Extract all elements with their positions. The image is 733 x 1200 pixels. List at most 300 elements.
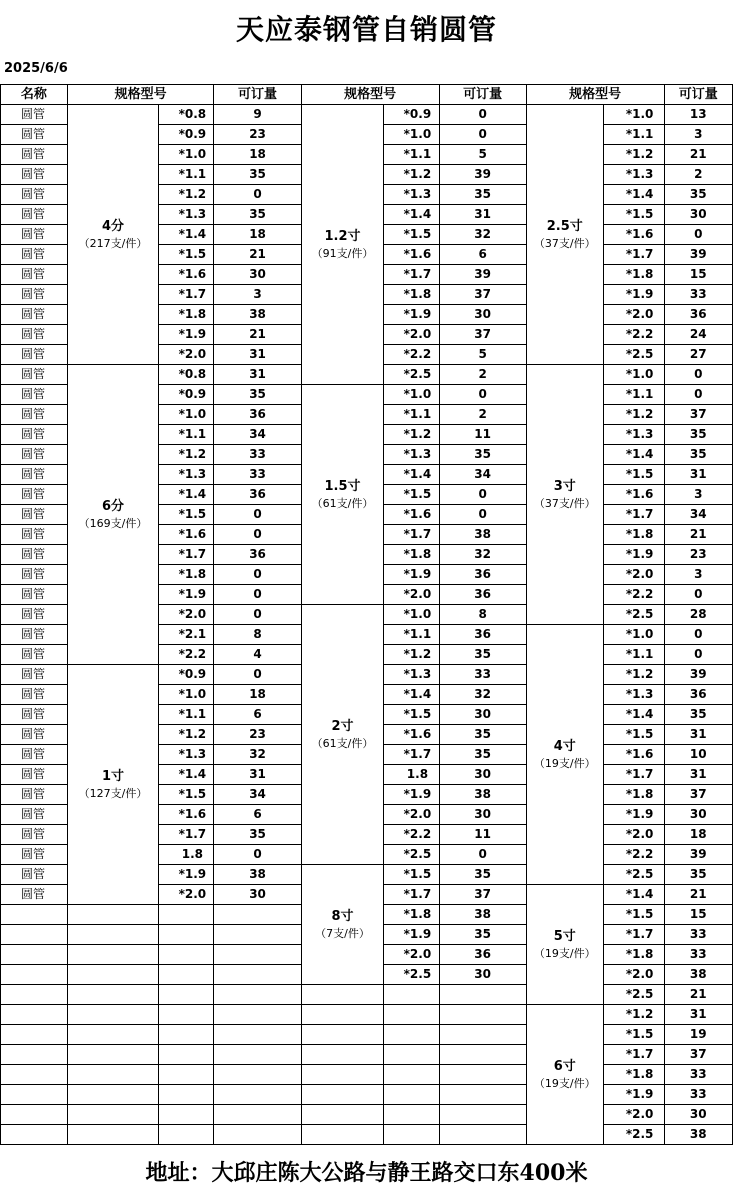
quantity-cell: 3 [664,485,732,505]
quantity-cell: 0 [214,185,301,205]
empty-cell [67,1085,159,1105]
thickness-cell: *1.8 [603,945,664,965]
thickness-cell: *1.9 [603,805,664,825]
thickness-cell: *1.1 [603,385,664,405]
thickness-cell: *2.0 [384,585,439,605]
empty-cell [67,1025,159,1045]
quantity-cell: 35 [664,865,732,885]
quantity-cell: 36 [439,625,526,645]
quantity-cell: 37 [439,885,526,905]
quantity-cell: 0 [664,625,732,645]
quantity-cell: 36 [664,305,732,325]
address-footer: 地址：大邱庄陈大公路与静王路交口东400米 [145,1160,588,1186]
thickness-cell: *1.6 [159,525,214,545]
thickness-cell: *0.9 [159,665,214,685]
header-qty-2: 可订量 [439,85,526,105]
header-spec-2: 规格型号 [301,85,439,105]
thickness-cell: *2.0 [159,345,214,365]
thickness-cell: *1.8 [384,545,439,565]
empty-cell [439,1105,526,1125]
product-name-cell: 圆管 [1,745,68,765]
empty-cell [1,1125,68,1145]
thickness-cell: *1.3 [384,185,439,205]
thickness-cell: *1.2 [384,425,439,445]
thickness-cell: *2.2 [603,845,664,865]
quantity-cell: 35 [439,725,526,745]
empty-cell [159,1065,214,1085]
thickness-cell: *1.3 [603,165,664,185]
quantity-cell: 11 [439,825,526,845]
empty-cell [301,1005,384,1025]
quantity-cell: 21 [664,145,732,165]
quantity-cell: 18 [664,825,732,845]
thickness-cell: *1.1 [384,625,439,645]
quantity-cell: 35 [664,425,732,445]
thickness-cell: *0.8 [159,365,214,385]
thickness-cell: *1.2 [159,445,214,465]
product-name-cell: 圆管 [1,585,68,605]
empty-cell [384,1065,439,1085]
product-name-cell: 圆管 [1,145,68,165]
empty-cell [1,985,68,1005]
table-row [1,985,733,1005]
thickness-cell: *1.8 [603,265,664,285]
product-name-cell: 圆管 [1,465,68,485]
product-name-cell: 圆管 [1,685,68,705]
thickness-cell: *1.4 [159,765,214,785]
product-name-cell: 圆管 [1,365,68,385]
thickness-cell: *2.5 [603,1125,664,1145]
quantity-cell: 35 [439,645,526,665]
thickness-cell: *1.0 [603,365,664,385]
empty-cell [159,1005,214,1025]
quantity-cell: 39 [664,845,732,865]
thickness-cell: *2.0 [603,305,664,325]
quantity-cell: 34 [664,505,732,525]
product-name-cell: 圆管 [1,545,68,565]
quantity-cell: 6 [214,705,301,725]
quantity-cell: 0 [439,845,526,865]
product-name-cell: 圆管 [1,185,68,205]
empty-cell [384,1125,439,1145]
quantity-cell: 0 [214,585,301,605]
quantity-cell: 39 [439,265,526,285]
product-name-cell: 圆管 [1,725,68,745]
thickness-cell: *1.1 [159,705,214,725]
empty-cell [67,1065,159,1085]
product-name-cell: 圆管 [1,225,68,245]
size-group-pack: （19支/件） [533,756,596,770]
product-name-cell: 圆管 [1,765,68,785]
product-name-cell: 圆管 [1,845,68,865]
quantity-cell: 34 [214,785,301,805]
empty-cell [1,1105,68,1125]
empty-cell [67,905,159,925]
empty-cell [1,965,68,985]
empty-cell [214,985,301,1005]
thickness-cell: *1.5 [384,485,439,505]
header-spec-1: 规格型号 [67,85,214,105]
thickness-cell: *0.9 [159,125,214,145]
quantity-cell: 33 [664,1085,732,1105]
quantity-cell: 8 [214,625,301,645]
empty-cell [1,945,68,965]
empty-cell [301,985,384,1005]
quantity-cell: 32 [439,685,526,705]
empty-cell [301,1045,384,1065]
thickness-cell: *1.2 [603,665,664,685]
quantity-cell: 0 [664,365,732,385]
quantity-cell: 30 [664,1105,732,1125]
header-row [1,85,733,105]
thickness-cell: *1.4 [384,205,439,225]
size-group-cell [526,885,603,1005]
thickness-cell: *2.0 [159,605,214,625]
empty-cell [301,1025,384,1045]
empty-cell [439,1125,526,1145]
empty-cell [439,1085,526,1105]
product-name-cell: 圆管 [1,205,68,225]
quantity-cell: 34 [214,425,301,445]
size-group-name: 2.5寸 [546,218,583,234]
product-name-cell: 圆管 [1,265,68,285]
empty-cell [214,905,301,925]
quantity-cell: 38 [214,305,301,325]
quantity-cell: 15 [664,905,732,925]
empty-cell [439,1025,526,1045]
thickness-cell: *1.4 [603,445,664,465]
quantity-cell: 19 [664,1025,732,1045]
quantity-cell: 39 [664,245,732,265]
empty-cell [1,1085,68,1105]
thickness-cell: *1.2 [159,725,214,745]
table-row [1,1025,733,1045]
size-group-name: 5寸 [553,928,576,944]
thickness-cell: *1.3 [603,425,664,445]
empty-cell [159,965,214,985]
quantity-cell: 13 [664,105,732,125]
thickness-cell: *1.9 [603,1085,664,1105]
quantity-cell: 6 [439,245,526,265]
empty-cell [159,1045,214,1065]
quantity-cell: 30 [664,205,732,225]
quantity-cell: 31 [664,725,732,745]
size-group-cell [67,665,159,905]
empty-cell [301,1125,384,1145]
thickness-cell: *2.5 [603,985,664,1005]
empty-cell [67,985,159,1005]
quantity-cell: 15 [664,265,732,285]
thickness-cell: *1.6 [603,745,664,765]
thickness-cell: *1.0 [384,605,439,625]
table-row [1,1005,733,1025]
size-group-pack: （7支/件） [315,926,370,940]
thickness-cell: *1.5 [159,245,214,265]
thickness-cell: *1.0 [603,105,664,125]
thickness-cell: *1.3 [159,745,214,765]
empty-cell [159,945,214,965]
thickness-cell: *1.9 [384,925,439,945]
empty-cell [1,905,68,925]
thickness-cell: *1.7 [159,545,214,565]
thickness-cell: *1.2 [603,1005,664,1025]
thickness-cell: *2.0 [603,825,664,845]
thickness-cell: *1.1 [384,405,439,425]
size-group-cell [301,605,384,865]
quantity-cell: 35 [214,165,301,185]
quantity-cell: 35 [664,445,732,465]
product-name-cell: 圆管 [1,645,68,665]
thickness-cell: *2.0 [384,325,439,345]
quantity-cell: 35 [664,185,732,205]
quantity-cell: 11 [439,425,526,445]
product-name-cell: 圆管 [1,245,68,265]
quantity-cell: 37 [439,325,526,345]
thickness-cell: *1.0 [159,405,214,425]
product-name-cell: 圆管 [1,885,68,905]
thickness-cell: *1.2 [603,405,664,425]
product-name-cell: 圆管 [1,165,68,185]
quantity-cell: 2 [439,405,526,425]
quantity-cell: 0 [439,485,526,505]
quantity-cell: 0 [214,505,301,525]
empty-cell [1,925,68,945]
quantity-cell: 0 [439,125,526,145]
empty-cell [67,965,159,985]
thickness-cell: *1.1 [603,125,664,145]
thickness-cell: *1.6 [159,805,214,825]
empty-cell [214,1065,301,1085]
quantity-cell: 33 [664,925,732,945]
quantity-cell: 35 [664,705,732,725]
thickness-cell: *1.1 [159,165,214,185]
quantity-cell: 2 [439,365,526,385]
quantity-cell: 0 [214,565,301,585]
quantity-cell: 36 [439,585,526,605]
quantity-cell: 0 [439,505,526,525]
thickness-cell: *1.8 [603,525,664,545]
quantity-cell: 38 [439,905,526,925]
quantity-cell: 38 [439,525,526,545]
quantity-cell: 39 [664,665,732,685]
quantity-cell: 30 [214,265,301,285]
header-spec-3: 规格型号 [526,85,664,105]
thickness-cell: 1.8 [159,845,214,865]
quantity-cell: 21 [664,985,732,1005]
quantity-cell: 35 [214,385,301,405]
quantity-cell: 38 [664,965,732,985]
empty-cell [214,1105,301,1125]
thickness-cell: *1.5 [384,705,439,725]
thickness-cell: *1.5 [159,505,214,525]
thickness-cell: *1.7 [384,525,439,545]
size-group-cell [301,865,384,985]
product-name-cell: 圆管 [1,485,68,505]
product-name-cell: 圆管 [1,865,68,885]
empty-cell [301,1105,384,1125]
size-group-cell [301,385,384,605]
thickness-cell: *1.9 [384,785,439,805]
quantity-cell: 30 [214,885,301,905]
quantity-cell: 18 [214,145,301,165]
thickness-cell: *1.5 [384,865,439,885]
thickness-cell: *1.0 [603,625,664,645]
quantity-cell: 31 [664,765,732,785]
page-title: 天应泰钢管自销圆管 [235,13,497,46]
size-group-cell [526,625,603,885]
thickness-cell: *1.4 [384,465,439,485]
thickness-cell: *1.9 [159,865,214,885]
empty-cell [214,945,301,965]
empty-cell [67,1125,159,1145]
quantity-cell: 32 [439,545,526,565]
product-name-cell: 圆管 [1,605,68,625]
thickness-cell: *1.3 [384,665,439,685]
thickness-cell: *1.8 [384,285,439,305]
quantity-cell: 30 [664,805,732,825]
quantity-cell: 33 [214,465,301,485]
thickness-cell: *2.2 [384,825,439,845]
thickness-cell: *2.5 [603,605,664,625]
thickness-cell: *1.9 [159,585,214,605]
thickness-cell: *1.7 [603,245,664,265]
size-group-cell [526,1005,603,1145]
quantity-cell: 0 [214,665,301,685]
quantity-cell: 0 [214,525,301,545]
thickness-cell: *1.7 [384,745,439,765]
thickness-cell: *2.2 [603,585,664,605]
product-name-cell: 圆管 [1,805,68,825]
size-group-name: 6分 [101,498,125,514]
quantity-cell: 0 [664,585,732,605]
product-name-cell: 圆管 [1,425,68,445]
quantity-cell: 35 [439,925,526,945]
quantity-cell: 33 [214,445,301,465]
product-name-cell: 圆管 [1,705,68,725]
thickness-cell: *2.0 [384,805,439,825]
empty-cell [301,1085,384,1105]
thickness-cell: *1.7 [603,505,664,525]
inventory-table-body [1,85,733,1145]
thickness-cell: *1.7 [159,825,214,845]
thickness-cell: *0.9 [384,105,439,125]
empty-cell [67,1045,159,1065]
empty-cell [214,1045,301,1065]
quantity-cell: 0 [664,385,732,405]
quantity-cell: 8 [439,605,526,625]
product-name-cell: 圆管 [1,505,68,525]
size-group-pack: （169支/件） [78,516,148,530]
empty-cell [1,1045,68,1065]
thickness-cell: *1.9 [384,565,439,585]
quantity-cell: 30 [439,705,526,725]
thickness-cell: *1.1 [384,145,439,165]
thickness-cell: *1.9 [603,545,664,565]
size-group-cell [67,105,159,365]
thickness-cell: *1.5 [603,1025,664,1045]
size-group-name: 4寸 [553,738,576,754]
thickness-cell: *1.5 [603,205,664,225]
thickness-cell: *1.5 [384,225,439,245]
thickness-cell: *1.8 [159,305,214,325]
quantity-cell: 0 [214,605,301,625]
thickness-cell: *2.0 [603,565,664,585]
empty-cell [439,1065,526,1085]
size-group-name: 1寸 [101,768,125,784]
quantity-cell: 39 [439,165,526,185]
product-name-cell: 圆管 [1,565,68,585]
size-group-name: 2寸 [331,718,354,734]
table-row [1,1065,733,1085]
empty-cell [67,1105,159,1125]
product-name-cell: 圆管 [1,445,68,465]
header-qty-3: 可订量 [664,85,732,105]
thickness-cell: *1.7 [603,1045,664,1065]
empty-cell [159,1105,214,1125]
empty-cell [439,985,526,1005]
quantity-cell: 18 [214,225,301,245]
quantity-cell: 32 [439,225,526,245]
empty-cell [67,925,159,945]
product-name-cell: 圆管 [1,825,68,845]
thickness-cell: *1.5 [159,785,214,805]
thickness-cell: *1.5 [603,905,664,925]
quantity-cell: 4 [214,645,301,665]
quantity-cell: 35 [439,185,526,205]
quantity-cell: 30 [439,765,526,785]
empty-cell [67,1005,159,1025]
quantity-cell: 5 [439,145,526,165]
empty-cell [159,905,214,925]
quantity-cell: 35 [439,445,526,465]
table-row [1,1105,733,1125]
quantity-cell: 0 [664,225,732,245]
empty-cell [214,965,301,985]
quantity-cell: 0 [214,845,301,865]
quantity-cell: 30 [439,305,526,325]
thickness-cell: *1.0 [159,145,214,165]
thickness-cell: *0.9 [159,385,214,405]
empty-cell [384,1085,439,1105]
quantity-cell: 35 [214,205,301,225]
thickness-cell: *1.8 [159,565,214,585]
size-group-name: 6寸 [553,1058,576,1074]
thickness-cell: *1.1 [159,425,214,445]
empty-cell [159,985,214,1005]
table-row [1,1045,733,1065]
quantity-cell: 0 [664,645,732,665]
quantity-cell: 0 [439,105,526,125]
thickness-cell: *1.6 [384,245,439,265]
thickness-cell: *1.4 [159,485,214,505]
thickness-cell: *1.7 [603,765,664,785]
thickness-cell: *1.2 [384,165,439,185]
header-qty-1: 可订量 [214,85,301,105]
thickness-cell: *1.7 [603,925,664,945]
size-group-name: 1.5寸 [324,478,361,494]
product-name-cell: 圆管 [1,105,68,125]
table-row [1,1125,733,1145]
empty-cell [67,945,159,965]
quantity-cell: 3 [214,285,301,305]
quantity-cell: 31 [214,765,301,785]
empty-cell [214,1085,301,1105]
thickness-cell: *1.4 [384,685,439,705]
empty-cell [159,1025,214,1045]
size-group-pack: （61支/件） [311,496,374,510]
quantity-cell: 23 [214,725,301,745]
empty-cell [159,1085,214,1105]
